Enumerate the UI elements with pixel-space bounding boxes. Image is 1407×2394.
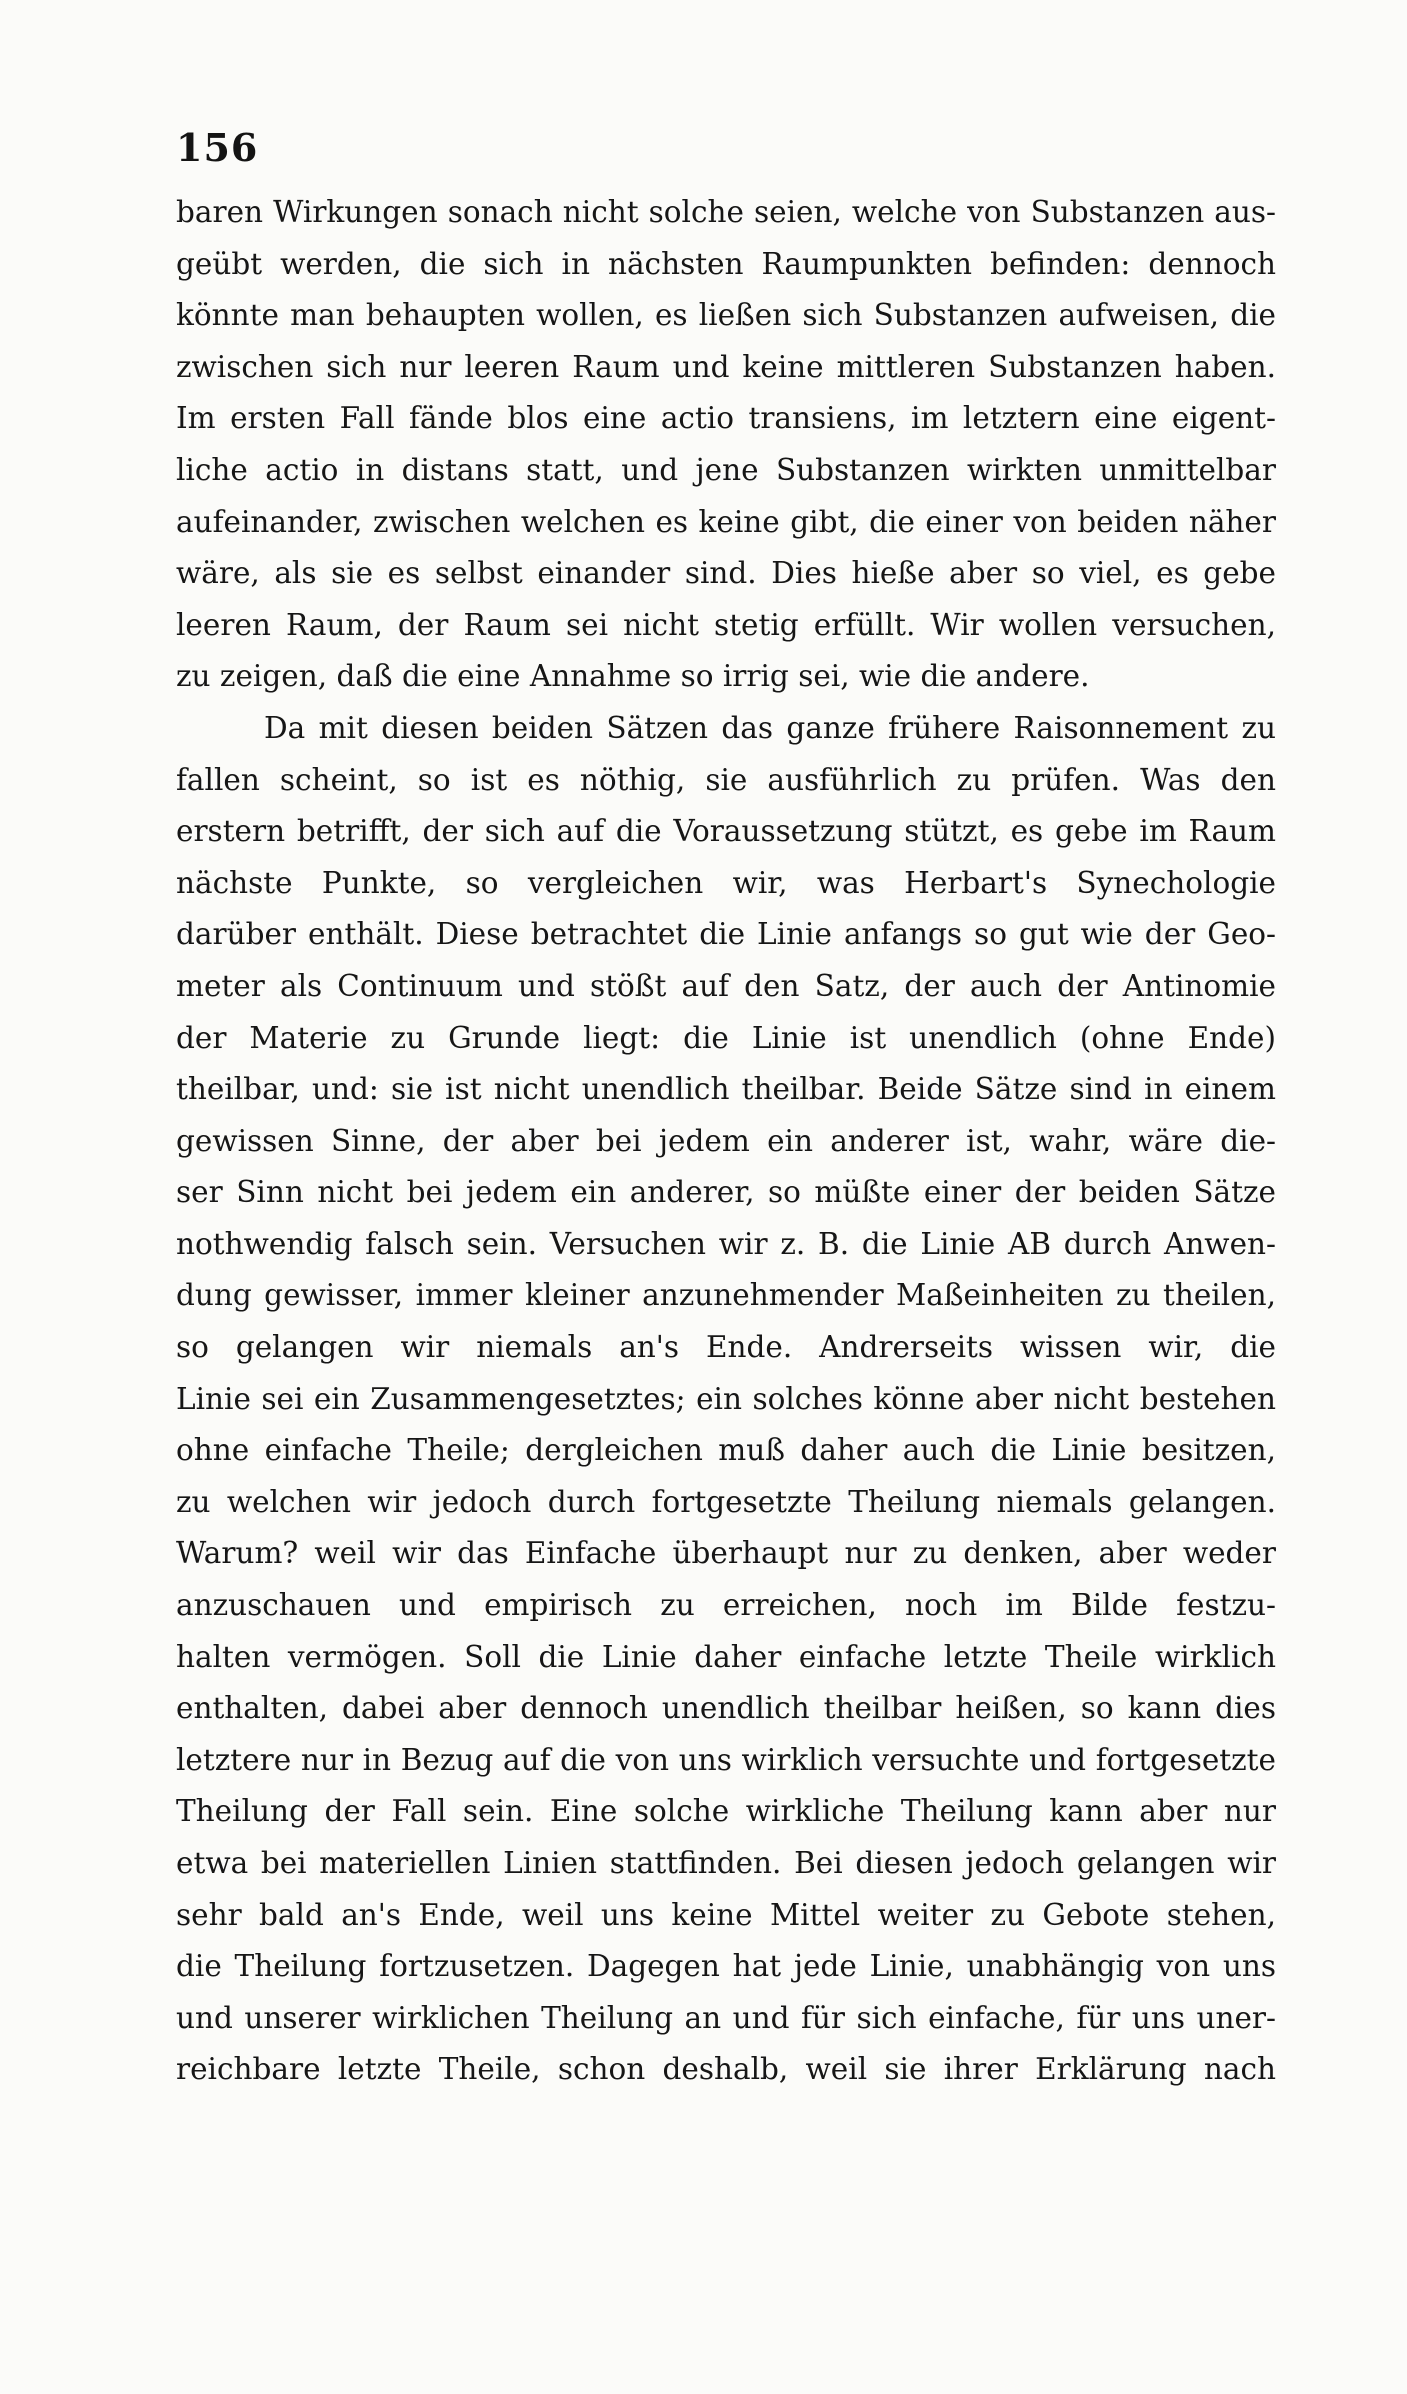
text-line: nächste Punkte, so vergleichen wir, was Herbart's Synechologie [176,865,1276,900]
text-line: theilbar, und: sie ist nicht unendlich theilbar. Beide Sätze sind in einem [176,1072,1276,1107]
text-line: darüber enthält. Diese betrachtet die Linie anfangs so gut wie der Geo- [176,917,1276,952]
text-line: nothwendig falsch sein. Versuchen wir z. B. die Linie AB durch Anwen- [176,1226,1276,1261]
text-line: aufeinander, zwischen welchen es keine gibt, die einer von beiden näher [176,504,1276,539]
text-line: Warum? weil wir das Einfache überhaupt nur zu denken, aber weder [176,1536,1276,1571]
text-line: so gelangen wir niemals an's Ende. Andrerseits wissen wir, die [176,1330,1276,1365]
text-line: zu zeigen, daß die eine Annahme so irrig sei, wie die andere. [176,659,1090,694]
text-line: halten vermögen. Soll die Linie daher einfache letzte Theile wirklich [176,1639,1276,1674]
text-line: Linie sei ein Zusammengesetztes; ein solches könne aber nicht bestehen [176,1381,1276,1416]
text-line: erstern betrifft, der sich auf die Voraussetzung stützt, es gebe im Raum [176,814,1276,849]
text-line: zu welchen wir jedoch durch fortgesetzte Theilung niemals gelangen. [176,1484,1276,1519]
text-line: baren Wirkungen sonach nicht solche seien, welche von Substanzen aus- [176,195,1276,229]
text-line: sehr bald an's Ende, weil uns keine Mittel weiter zu Gebote stehen, [176,1897,1276,1932]
text-line: geübt werden, die sich in nächsten Raumpunkten befinden: dennoch [176,246,1276,281]
text-line: leeren Raum, der Raum sei nicht stetig erfüllt. Wir wollen versuchen, [176,607,1276,642]
text-line: wäre, als sie es selbst einander sind. Dies hieße aber so viel, es gebe [176,556,1276,591]
text-line: fallen scheint, so ist es nöthig, sie ausführlich zu prüfen. Was den [176,762,1276,797]
text-line: liche actio in distans statt, und jene Substanzen wirkten unmittelbar [176,452,1276,487]
text-line: und unserer wirklichen Theilung an und für sich einfache, für uns uner- [176,2000,1276,2035]
paragraph-1 [176,187,1276,703]
text-line: Im ersten Fall fände blos eine actio transiens, im letztern eine eigent- [176,401,1276,436]
body-text [176,187,1276,2096]
text-line: zwischen sich nur leeren Raum und keine mittleren Substanzen haben. [176,349,1276,384]
text-line: enthalten, dabei aber dennoch unendlich theilbar heißen, so kann dies [176,1691,1276,1726]
text-line: letztere nur in Bezug auf die von uns wirklich versuchte und fortgesetzte [176,1742,1276,1777]
text-line: gewissen Sinne, der aber bei jedem ein anderer ist, wahr, wäre die- [176,1123,1276,1158]
text-line: Da mit diesen beiden Sätzen das ganze frühere Raisonnement zu [264,710,1276,745]
text-line: Theilung der Fall sein. Eine solche wirkliche Theilung kann aber nur [176,1794,1276,1829]
text-line: der Materie zu Grunde liegt: die Linie ist unendlich (ohne Ende) [176,1020,1276,1055]
text-line: dung gewisser, immer kleiner anzunehmender Maßeinheiten zu theilen, [176,1278,1276,1313]
text-line: ohne einfache Theile; dergleichen muß daher auch die Linie besitzen, [176,1433,1276,1468]
text-line: etwa bei materiellen Linien stattfinden. Bei diesen jedoch gelangen wir [176,1846,1276,1880]
text-line: reichbare letzte Theile, schon deshalb, weil sie ihrer Erklärung nach [176,2052,1276,2087]
page-number: 156 [176,125,259,170]
text-line: könnte man behaupten wollen, es ließen sich Substanzen aufweisen, die [176,298,1276,333]
paragraph-2 [176,703,1276,2096]
text-line: ser Sinn nicht bei jedem ein anderer, so müßte einer der beiden Sätze [176,1175,1276,1210]
text-line: anzuschauen und empirisch zu erreichen, noch im Bilde festzu- [176,1588,1276,1623]
text-line: meter als Continuum und stößt auf den Satz, der auch der Antinomie [176,968,1276,1003]
text-line: die Theilung fortzusetzen. Dagegen hat jede Linie, unabhängig von uns [176,1949,1276,1984]
